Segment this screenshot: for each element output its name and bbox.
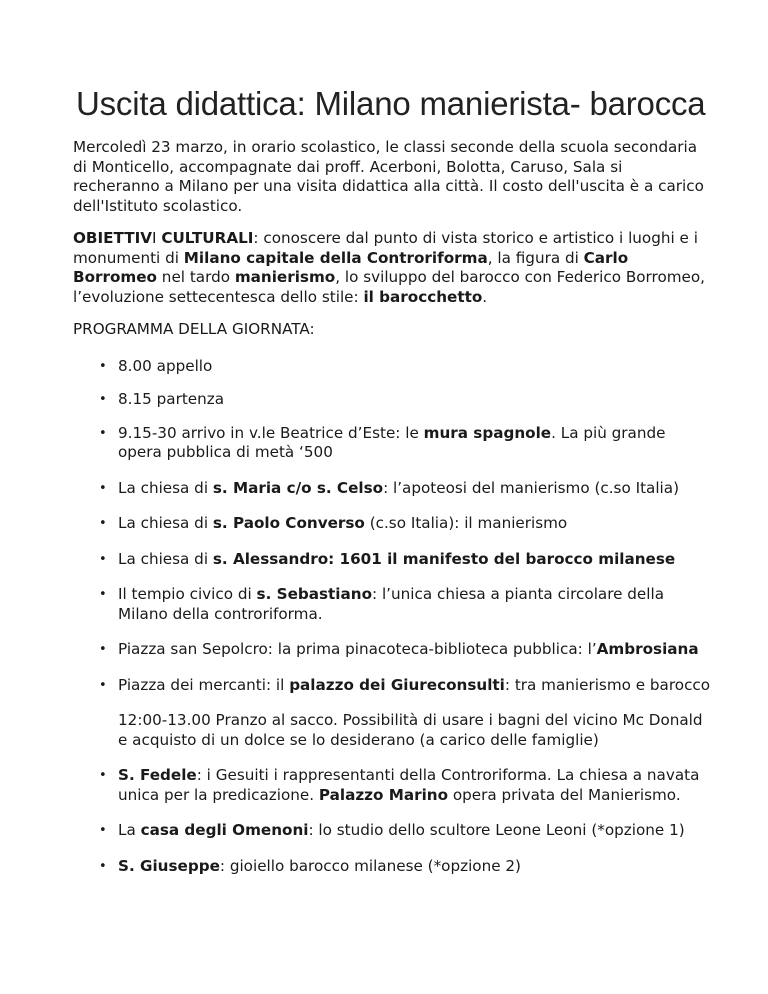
- bullet-icon: •: [99, 516, 107, 531]
- objectives-paragraph: [73, 229, 713, 307]
- objectives-bold: Carlo Borromeo: [73, 248, 629, 286]
- intro-paragraph: Mercoledì 23 marzo, in orario scolastico, le classi seconde della scuola secondaria di Monticello, accompagnate dai proff. Acerboni, Bolotta, Caruso, Sala si recheranno a Milano per una visita didattica alla città. Il costo dell'uscita è a carico dell'Istituto scolastico.: [73, 138, 704, 215]
- objectives-label-b: I: [152, 229, 162, 247]
- item-text: Piazza san Sepolcro: la prima pinacoteca-biblioteca pubblica: l’: [118, 640, 597, 658]
- item-text: : i Gesuiti i rappresentanti della Controriforma. La chiesa a navata unica per la predicazione.: [118, 766, 700, 804]
- lunch-note: 12:00-13.00 Pranzo al sacco. Possibilità di usare i bagni del vicino Mc Donald e acquisto di un dolce se lo desiderano (a carico delle famiglie): [118, 711, 703, 749]
- page-title: Uscita didattica: Milano manierista- barocca: [76, 85, 706, 122]
- list-item: [73, 390, 713, 410]
- objectives-bold: Milano capitale della Controriforma: [183, 248, 488, 267]
- program-heading: PROGRAMMA DELLA GIORNATA:: [73, 320, 315, 338]
- item-bold: Ambrosiana: [596, 640, 699, 658]
- objectives-text: nel tardo: [156, 268, 235, 286]
- item-text: : lo studio dello scultore Leone Leoni (*opzione 1): [308, 821, 685, 839]
- item-bold: s. Paolo Converso: [212, 514, 365, 532]
- list-item: [73, 640, 713, 660]
- item-text: La chiesa di: [118, 514, 213, 532]
- bullet-icon: •: [99, 358, 107, 374]
- item-text: La chiesa di: [118, 549, 213, 568]
- bullet-icon: •: [99, 823, 107, 838]
- bullet-icon: •: [99, 480, 107, 496]
- list-item: [73, 424, 713, 463]
- program-list-continued: [73, 766, 713, 876]
- item-bold: Palazzo Marino: [318, 785, 449, 804]
- bullet-icon: •: [99, 768, 107, 783]
- item-bold: s. Alessandro: 1601 il manifesto del barocco milanese: [212, 549, 676, 568]
- item-bold: S. Giuseppe: [118, 856, 220, 875]
- item-text: Piazza dei mercanti: il: [118, 675, 290, 694]
- list-item: [73, 676, 713, 696]
- item-text: opera privata del Manierismo.: [448, 785, 681, 804]
- list-item: [73, 357, 713, 377]
- bullet-icon: •: [99, 642, 107, 657]
- item-text: : l’unica chiesa a pianta circolare della Milano della controriforma.: [118, 585, 665, 623]
- item-bold: mura spagnole: [423, 423, 552, 442]
- item-text: : tra manierismo e barocco: [504, 675, 711, 694]
- item-bold: palazzo dei Giureconsulti: [289, 675, 505, 694]
- item-text: : l’apoteosi del manierismo (c.so Italia): [383, 478, 680, 497]
- objectives-label-c: CULTURALI: [161, 229, 254, 247]
- item-text: . La più grande opera pubblica di metà ‘500: [118, 423, 666, 461]
- bullet-icon: •: [99, 551, 107, 567]
- objectives-text: , la figura di: [487, 248, 584, 267]
- item-text: La: [118, 821, 141, 839]
- item-text: La chiesa di: [118, 478, 213, 497]
- list-item: [73, 550, 713, 570]
- objectives-text: , lo sviluppo del barocco con Federico Borromeo, l’evoluzione settecentesca dello stile:: [73, 268, 705, 306]
- document-page: [73, 84, 713, 892]
- item-bold: s. Sebastiano: [256, 585, 373, 603]
- program-list: [73, 357, 713, 696]
- objectives-bold: il barocchetto: [363, 287, 483, 306]
- item-bold: s. Maria c/o s. Celso: [212, 478, 384, 497]
- item-text: (c.so Italia): il manierismo: [364, 514, 568, 532]
- bullet-icon: •: [99, 425, 107, 441]
- objectives-text: : conoscere dal punto di vista storico e artistico i luoghi e i monumenti di: [73, 229, 698, 267]
- item-text: 9.15-30 arrivo in v.le Beatrice d’Este: le: [118, 423, 424, 442]
- objectives-bold: manierismo: [234, 268, 336, 286]
- list-item: [73, 514, 713, 534]
- item-text: : gioiello barocco milanese (*opzione 2): [219, 856, 521, 875]
- bullet-icon: •: [99, 587, 107, 602]
- item-text: 8.00 appello: [118, 356, 213, 375]
- bullet-icon: •: [99, 858, 107, 874]
- list-item: [73, 857, 713, 877]
- list-item: [73, 585, 713, 624]
- bullet-icon: •: [99, 677, 107, 693]
- objectives-label-a: OBIETTIV: [73, 229, 152, 247]
- list-item: [73, 766, 713, 805]
- item-bold: casa degli Omenoni: [140, 821, 309, 839]
- item-text: 8.15 partenza: [118, 390, 225, 408]
- list-item: [73, 479, 713, 499]
- item-bold: S. Fedele: [118, 766, 197, 784]
- list-item: [73, 821, 713, 841]
- bullet-icon: •: [99, 392, 107, 407]
- item-text: Il tempio civico di: [118, 585, 257, 603]
- objectives-text: .: [482, 287, 488, 306]
